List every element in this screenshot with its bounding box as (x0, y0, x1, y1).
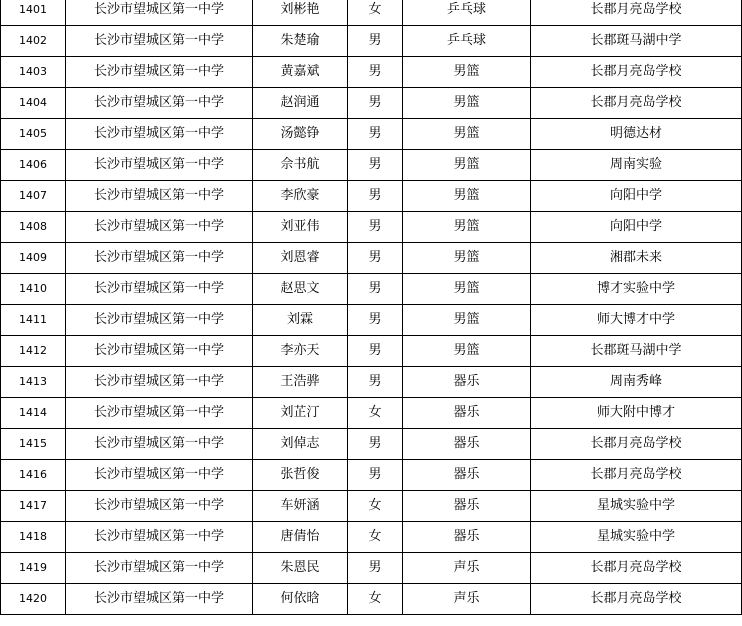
cell-id: 1401 (1, 0, 66, 26)
cell-name: 刘亚伟 (253, 212, 348, 243)
cell-gender: 女 (348, 491, 403, 522)
cell-name: 刘霖 (253, 305, 348, 336)
cell-origin: 长郡斑马湖中学 (531, 336, 742, 367)
cell-sport: 男篮 (403, 274, 531, 305)
cell-id: 1405 (1, 119, 66, 150)
cell-origin: 长郡月亮岛学校 (531, 460, 742, 491)
cell-name: 李欣豪 (253, 181, 348, 212)
student-list-body (1, 0, 742, 615)
cell-gender: 男 (348, 429, 403, 460)
cell-sport: 男篮 (403, 57, 531, 88)
table-row (1, 274, 742, 305)
cell-school: 长沙市望城区第一中学 (66, 460, 253, 491)
cell-sport: 器乐 (403, 460, 531, 491)
table-row (1, 367, 742, 398)
cell-school: 长沙市望城区第一中学 (66, 212, 253, 243)
cell-sport: 男篮 (403, 212, 531, 243)
cell-gender: 男 (348, 243, 403, 274)
cell-school: 长沙市望城区第一中学 (66, 0, 253, 26)
cell-origin: 向阳中学 (531, 181, 742, 212)
cell-name: 刘芷汀 (253, 398, 348, 429)
table-row (1, 88, 742, 119)
cell-id: 1412 (1, 336, 66, 367)
cell-id: 1409 (1, 243, 66, 274)
table-row (1, 212, 742, 243)
cell-name: 李亦天 (253, 336, 348, 367)
cell-sport: 男篮 (403, 305, 531, 336)
cell-school: 长沙市望城区第一中学 (66, 88, 253, 119)
cell-origin: 星城实验中学 (531, 491, 742, 522)
table-row (1, 398, 742, 429)
cell-gender: 男 (348, 88, 403, 119)
cell-name: 唐倩怡 (253, 522, 348, 553)
cell-school: 长沙市望城区第一中学 (66, 26, 253, 57)
cell-name: 佘书航 (253, 150, 348, 181)
cell-id: 1411 (1, 305, 66, 336)
cell-sport: 男篮 (403, 119, 531, 150)
cell-gender: 男 (348, 553, 403, 584)
cell-sport: 男篮 (403, 150, 531, 181)
cell-origin: 长郡月亮岛学校 (531, 57, 742, 88)
cell-origin: 明德达材 (531, 119, 742, 150)
cell-id: 1419 (1, 553, 66, 584)
cell-school: 长沙市望城区第一中学 (66, 274, 253, 305)
cell-gender: 男 (348, 305, 403, 336)
cell-sport: 器乐 (403, 429, 531, 460)
cell-origin: 长郡月亮岛学校 (531, 88, 742, 119)
cell-school: 长沙市望城区第一中学 (66, 398, 253, 429)
cell-sport: 器乐 (403, 491, 531, 522)
table-row (1, 57, 742, 88)
cell-school: 长沙市望城区第一中学 (66, 429, 253, 460)
cell-school: 长沙市望城区第一中学 (66, 584, 253, 615)
cell-sport: 男篮 (403, 336, 531, 367)
table-row (1, 305, 742, 336)
cell-id: 1402 (1, 26, 66, 57)
cell-school: 长沙市望城区第一中学 (66, 119, 253, 150)
cell-name: 王浩骅 (253, 367, 348, 398)
cell-sport: 器乐 (403, 367, 531, 398)
cell-school: 长沙市望城区第一中学 (66, 243, 253, 274)
cell-gender: 女 (348, 584, 403, 615)
cell-id: 1415 (1, 429, 66, 460)
cell-name: 刘彬艳 (253, 0, 348, 26)
cell-school: 长沙市望城区第一中学 (66, 553, 253, 584)
table-row (1, 150, 742, 181)
cell-origin: 长郡月亮岛学校 (531, 553, 742, 584)
cell-origin: 向阳中学 (531, 212, 742, 243)
table-row (1, 0, 742, 26)
cell-id: 1418 (1, 522, 66, 553)
cell-gender: 男 (348, 336, 403, 367)
cell-school: 长沙市望城区第一中学 (66, 305, 253, 336)
cell-sport: 器乐 (403, 398, 531, 429)
cell-gender: 女 (348, 522, 403, 553)
cell-id: 1404 (1, 88, 66, 119)
cell-school: 长沙市望城区第一中学 (66, 150, 253, 181)
cell-gender: 男 (348, 26, 403, 57)
table-row (1, 491, 742, 522)
cell-gender: 男 (348, 460, 403, 491)
cell-school: 长沙市望城区第一中学 (66, 367, 253, 398)
cell-name: 赵润通 (253, 88, 348, 119)
cell-sport: 声乐 (403, 584, 531, 615)
cell-sport: 男篮 (403, 181, 531, 212)
cell-origin: 周南秀峰 (531, 367, 742, 398)
cell-gender: 男 (348, 274, 403, 305)
cell-gender: 男 (348, 119, 403, 150)
cell-id: 1416 (1, 460, 66, 491)
table-row (1, 522, 742, 553)
table-row (1, 336, 742, 367)
cell-name: 车妍涵 (253, 491, 348, 522)
cell-name: 汤懿铮 (253, 119, 348, 150)
cell-school: 长沙市望城区第一中学 (66, 181, 253, 212)
cell-sport: 器乐 (403, 522, 531, 553)
cell-sport: 男篮 (403, 88, 531, 119)
table-row (1, 429, 742, 460)
table-row (1, 584, 742, 615)
cell-origin: 师大博才中学 (531, 305, 742, 336)
cell-origin: 长郡月亮岛学校 (531, 0, 742, 26)
cell-origin: 长郡斑马湖中学 (531, 26, 742, 57)
cell-name: 朱恩民 (253, 553, 348, 584)
cell-gender: 女 (348, 398, 403, 429)
table-row (1, 553, 742, 584)
cell-gender: 女 (348, 0, 403, 26)
cell-origin: 长郡月亮岛学校 (531, 429, 742, 460)
cell-sport: 声乐 (403, 553, 531, 584)
cell-name: 刘恩睿 (253, 243, 348, 274)
table-row (1, 243, 742, 274)
cell-gender: 男 (348, 212, 403, 243)
cell-name: 张哲俊 (253, 460, 348, 491)
cell-origin: 湘郡未来 (531, 243, 742, 274)
cell-id: 1413 (1, 367, 66, 398)
cell-school: 长沙市望城区第一中学 (66, 522, 253, 553)
cell-gender: 男 (348, 57, 403, 88)
cell-origin: 师大附中博才 (531, 398, 742, 429)
cell-id: 1410 (1, 274, 66, 305)
table-row (1, 181, 742, 212)
cell-name: 何依晗 (253, 584, 348, 615)
cell-name: 黄嘉斌 (253, 57, 348, 88)
cell-id: 1420 (1, 584, 66, 615)
cell-sport: 男篮 (403, 243, 531, 274)
cell-origin: 星城实验中学 (531, 522, 742, 553)
cell-school: 长沙市望城区第一中学 (66, 336, 253, 367)
table-row (1, 26, 742, 57)
cell-id: 1403 (1, 57, 66, 88)
cell-sport: 乒乓球 (403, 26, 531, 57)
cell-name: 刘倬志 (253, 429, 348, 460)
cell-gender: 男 (348, 367, 403, 398)
table-row (1, 460, 742, 491)
cell-origin: 博才实验中学 (531, 274, 742, 305)
cell-origin: 长郡月亮岛学校 (531, 584, 742, 615)
cell-origin: 周南实验 (531, 150, 742, 181)
cell-gender: 男 (348, 150, 403, 181)
cell-sport: 乒乓球 (403, 0, 531, 26)
cell-school: 长沙市望城区第一中学 (66, 57, 253, 88)
cell-id: 1417 (1, 491, 66, 522)
cell-id: 1414 (1, 398, 66, 429)
cell-gender: 男 (348, 181, 403, 212)
table-row (1, 119, 742, 150)
cell-id: 1407 (1, 181, 66, 212)
cell-name: 朱楚瑜 (253, 26, 348, 57)
cell-id: 1406 (1, 150, 66, 181)
cell-name: 赵思文 (253, 274, 348, 305)
cell-school: 长沙市望城区第一中学 (66, 491, 253, 522)
cell-id: 1408 (1, 212, 66, 243)
